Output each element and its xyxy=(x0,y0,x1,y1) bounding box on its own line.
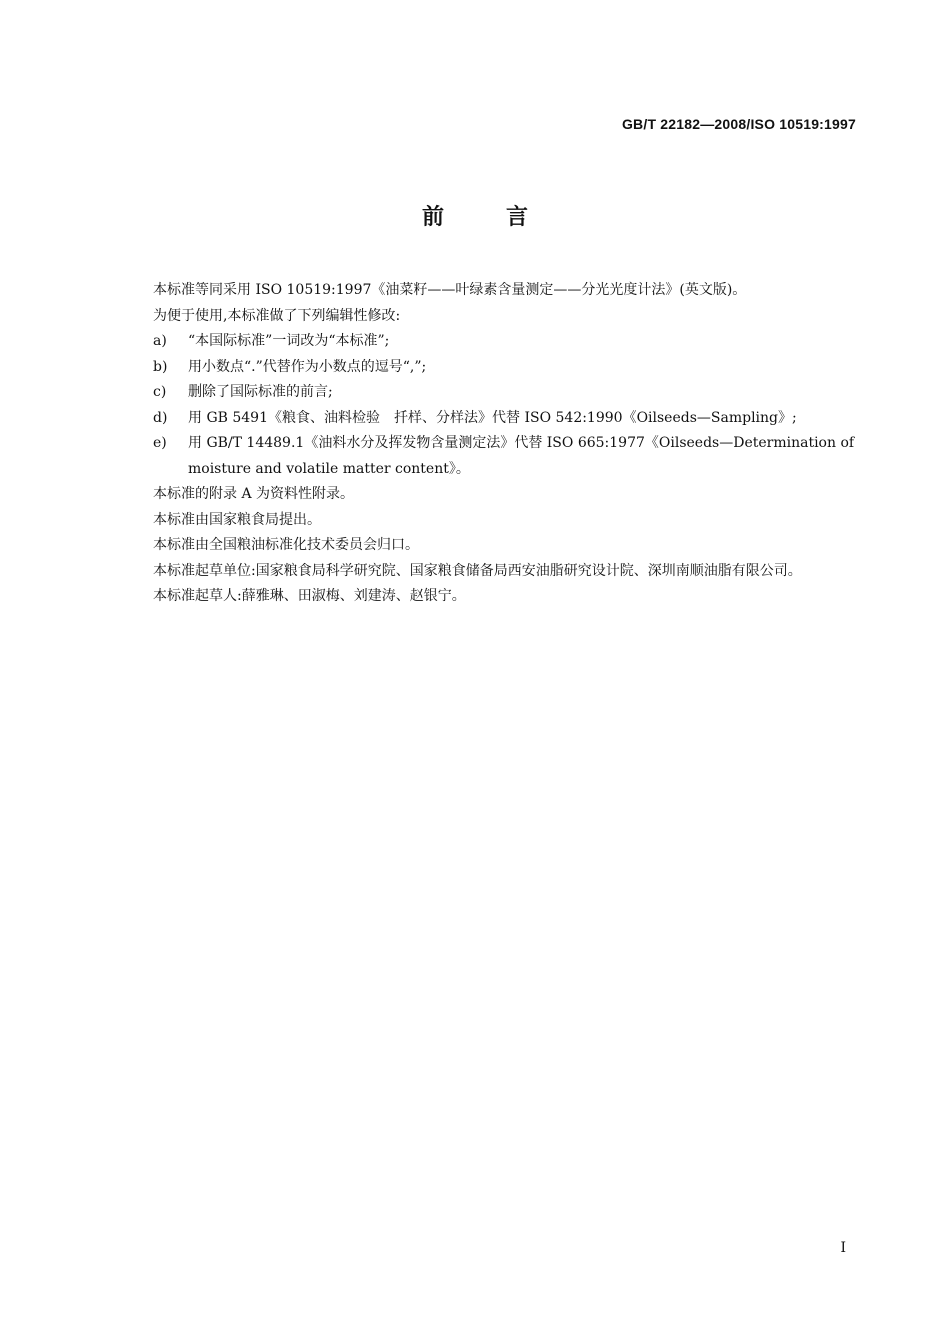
title-part-1: 前 xyxy=(421,205,444,230)
list-item xyxy=(118,431,858,482)
list-item-text: 用 GB 5491《粮食、油料检验 扦样、分样法》代替 ISO 542:1990《Oilseeds—Sampling》; xyxy=(188,409,797,426)
standard-code: GB/T 22182—2008/ISO 10519:1997 xyxy=(621,116,856,132)
list-item xyxy=(118,329,858,355)
paragraph-modifications-intro: 为便于使用,本标准做了下列编辑性修改: xyxy=(153,307,401,324)
paragraph-drafting-units: 本标准起草单位:国家粮食局科学研究院、国家粮食储备局西安油脂研究设计院、深圳南顺油脂有限公司。 xyxy=(153,562,802,579)
list-item-label: d) xyxy=(153,409,168,426)
list-item-label: c) xyxy=(153,384,167,400)
list-item xyxy=(118,355,858,381)
paragraph-proposer: 本标准由国家粮食局提出。 xyxy=(153,511,321,528)
list-item-text: 用小数点“.”代替作为小数点的逗号“,”; xyxy=(188,358,427,375)
list-item-label: b) xyxy=(153,358,168,375)
title-part-2: 言 xyxy=(506,205,529,230)
list-item-text: 用 GB/T 14489.1《油料水分及挥发物含量测定法》代替 ISO 665:1977《Oilseeds—Determination of moisture and volatile matter content》。 xyxy=(188,435,855,477)
page-title xyxy=(0,200,950,231)
paragraph-annex: 本标准的附录 A 为资料性附录。 xyxy=(153,486,355,502)
paragraph-drafters: 本标准起草人:薛雅琳、田淑梅、刘建涛、赵银宁。 xyxy=(153,588,466,604)
list-item-label: e) xyxy=(153,435,167,451)
list-item xyxy=(118,380,858,406)
list-item xyxy=(118,406,858,432)
list-item-text: 删除了国际标准的前言; xyxy=(188,384,333,400)
page-number: I xyxy=(840,1240,846,1256)
paragraph-centralized: 本标准由全国粮油标准化技术委员会归口。 xyxy=(153,537,419,553)
paragraph-adoption: 本标准等同采用 ISO 10519:1997《油菜籽——叶绿素含量测定——分光光度计法》(英文版)。 xyxy=(153,282,747,298)
list-item-text: “本国际标准”一词改为“本标准”; xyxy=(188,333,390,349)
foreword-body xyxy=(118,278,858,610)
list-item-label: a) xyxy=(153,333,167,349)
